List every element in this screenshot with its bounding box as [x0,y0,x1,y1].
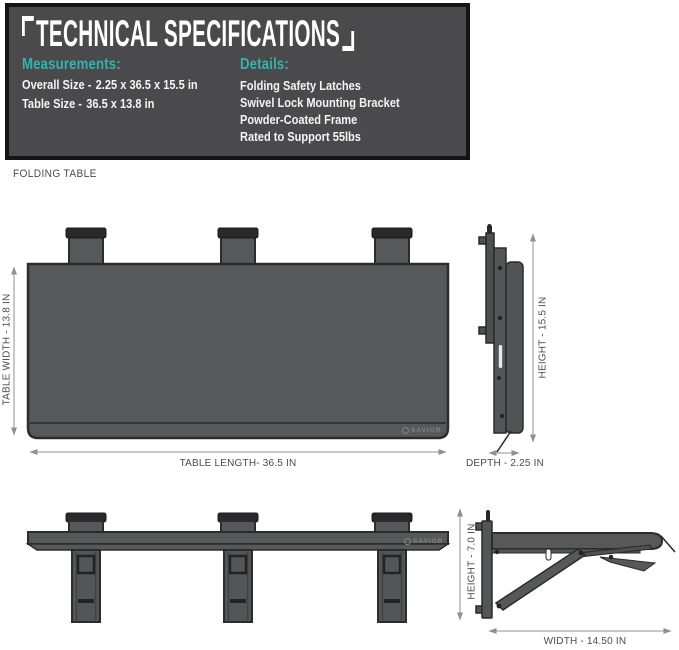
dim-width-1450-label: WIDTH - 14.50 IN [543,636,627,647]
detail-item: Folding Safety Latches [240,78,361,93]
measurement-label: Table Size - [22,96,82,111]
brand-logo [402,427,441,434]
detail-item: Rated to Support 55lbs [240,129,361,145]
side-view-drawing [479,224,533,453]
dim-height-70-label: HEIGHT - 7.0 IN [466,523,478,600]
section-label: FOLDING TABLE [13,168,97,180]
dim-depth-label: DEPTH - 2.25 IN [465,458,545,469]
page-title-text: TECHNICAL SPECIFICATIONS [36,13,341,54]
measurement-label: Overall Size - [22,77,92,92]
front-view-drawing [14,228,448,452]
brand-logo-text: SAVIOR [413,538,444,545]
dim-height-155-label: HEIGHT - 15.5 IN [537,296,549,379]
bracket-view-drawing [476,510,675,631]
measurements-heading: Measurements: [22,56,121,73]
details-heading: Details: [240,56,289,73]
measurement-value: 2.25 x 36.5 x 15.5 in [95,77,198,92]
folded-view-drawing [28,509,460,622]
brand-logo-text: SAVIOR [411,427,442,434]
detail-item: Powder-Coated Frame [240,112,358,128]
detail-item: Swivel Lock Mounting Bracket [240,95,400,111]
brand-logo [404,538,443,545]
brand-logo-icon [402,427,409,434]
dim-table-width-label: TABLE WIDTH - 13.8 IN [1,293,13,406]
measurement-value: 36.5 x 13.8 in [86,96,155,111]
brand-logo-icon [404,538,411,545]
dim-table-length-label: TABLE LENGTH- 36.5 IN [179,458,297,469]
